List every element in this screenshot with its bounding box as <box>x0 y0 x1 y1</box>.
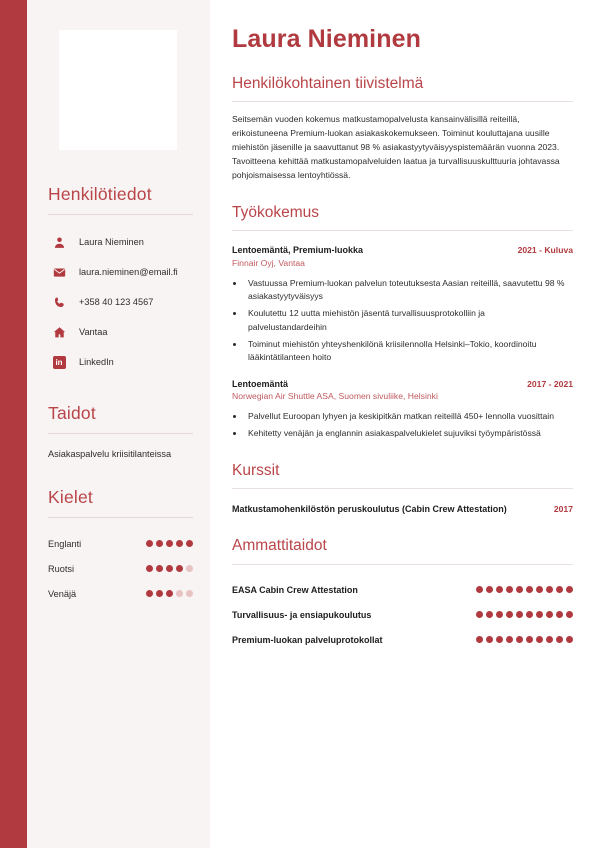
proskill-name: Turvallisuus- ja ensiapukoulutus <box>232 609 372 620</box>
experience-entry <box>232 245 573 364</box>
contact-email-text: laura.nieminen@email.fi <box>79 266 178 277</box>
course-title: Matkustamohenkilöstön peruskoulutus (Cabin Crew Attestation) <box>232 504 507 515</box>
experience-job-title: Lentoemäntä, Premium-luokka <box>232 245 364 256</box>
rating-dot <box>476 586 483 593</box>
rating-dot <box>506 586 513 593</box>
rating-dot <box>566 586 573 593</box>
contact-linkedin-text: LinkedIn <box>79 356 114 367</box>
section-proskills <box>232 537 573 652</box>
proskill-row <box>232 602 573 627</box>
divider <box>232 564 573 565</box>
rating-dot <box>156 590 163 597</box>
rating-dot <box>526 586 533 593</box>
heading-summary: Henkilökohtainen tiivistelmä <box>232 74 424 92</box>
divider <box>48 517 193 518</box>
experience-bullet-list <box>245 410 573 441</box>
proskill-row <box>232 577 573 602</box>
experience-organization: Finnair Oyj, Vantaa <box>232 257 305 268</box>
contact-row-location <box>48 318 196 347</box>
rating-dot <box>496 636 503 643</box>
proskill-name: EASA Cabin Crew Attestation <box>232 584 358 595</box>
contact-location-text: Vantaa <box>79 326 108 337</box>
course-entry-header <box>232 503 573 516</box>
rating-dot <box>176 540 183 547</box>
rating-dot <box>566 636 573 643</box>
section-experience <box>232 204 573 441</box>
rating-dot <box>546 611 553 618</box>
page-title: Laura Nieminen <box>232 25 421 53</box>
rating-dot <box>536 586 543 593</box>
contact-list <box>45 228 196 377</box>
main-content <box>210 0 600 848</box>
language-name: Englanti <box>48 538 82 549</box>
linkedin-icon: in <box>48 356 70 369</box>
person-icon <box>48 236 70 249</box>
language-row <box>48 531 196 556</box>
home-icon <box>48 326 70 339</box>
experience-date-range: 2017 - 2021 <box>527 378 573 389</box>
contact-row-phone[interactable] <box>48 288 196 317</box>
rating-dot <box>186 590 193 597</box>
sidebar-heading-personal: Henkilötiedot <box>48 184 152 204</box>
rating-dot <box>566 611 573 618</box>
sidebar-heading-skills: Taidot <box>48 403 96 423</box>
rating-dot <box>506 636 513 643</box>
rating-dot <box>486 586 493 593</box>
rating-dot <box>166 565 173 572</box>
sidebar <box>27 0 210 848</box>
proskill-rating <box>476 611 573 618</box>
rating-dot <box>556 611 563 618</box>
rating-dot <box>166 540 173 547</box>
profile-photo-placeholder <box>59 30 177 150</box>
rating-dot <box>556 636 563 643</box>
divider <box>48 433 193 434</box>
experience-bullet-list <box>245 277 573 365</box>
rating-dot <box>146 540 153 547</box>
rating-dot <box>186 540 193 547</box>
experience-entry <box>232 379 573 441</box>
sidebar-heading-languages: Kielet <box>48 487 93 508</box>
proskill-rating <box>476 586 573 593</box>
section-courses <box>232 462 573 517</box>
language-rating <box>146 590 196 597</box>
contact-phone-text: +358 40 123 4567 <box>79 296 154 307</box>
experience-bullet: • Palvellut Euroopan lyhyen ja keskipitkän matkan reiteillä 450+ lennolla vuosittain <box>245 410 565 423</box>
sidebar-skill-item: Asiakaspalvelu kriisitilanteissa <box>48 449 172 459</box>
rating-dot <box>496 586 503 593</box>
contact-name-text: Laura Nieminen <box>79 236 144 247</box>
proskill-list <box>232 577 573 652</box>
language-rating <box>146 540 196 547</box>
experience-list <box>232 245 573 441</box>
sidebar-section-personal <box>45 184 196 377</box>
experience-bullet: • Toiminut miehistön yhteyshenkilönä kriisilennolla Helsinki–Tokio, koordinoitu lääkintätilanteen hoito <box>245 338 565 365</box>
course-year: 2017 <box>553 504 573 515</box>
rating-dot <box>176 590 183 597</box>
rating-dot <box>486 636 493 643</box>
rating-dot <box>546 636 553 643</box>
experience-organization: Norwegian Air Shuttle ASA, Suomen sivuliike, Helsinki <box>232 391 438 402</box>
experience-entry-header <box>232 245 573 255</box>
divider <box>48 214 193 215</box>
rating-dot <box>536 611 543 618</box>
contact-row-name <box>48 228 196 257</box>
summary-text: Seitsemän vuoden kokemus matkustamopalvelusta kansainvälisillä reiteillä, erikoistuneena Premium-luokan asiakaskokemukseen. Toiminut kouluttajana uusille miehistön jäsenille ja saavuttanut 98 % asiakastyytyväisyyspistemäärän vuonna 2023. Tavoitteena kehittää matkustamopalveluiden laatua ja turvallisuuskulttuuria johtavassa pohjoismaisessa lentoyhtiössä. <box>232 114 560 180</box>
rating-dot <box>526 611 533 618</box>
rating-dot <box>146 590 153 597</box>
rating-dot <box>526 636 533 643</box>
sidebar-section-languages <box>45 487 196 606</box>
rating-dot <box>506 611 513 618</box>
experience-date-range: 2021 - Kuluva <box>517 245 573 256</box>
sidebar-section-skills <box>45 403 196 461</box>
rating-dot <box>486 611 493 618</box>
contact-row-linkedin[interactable] <box>48 348 196 377</box>
experience-job-title: Lentoemäntä <box>232 378 289 389</box>
contact-row-email[interactable] <box>48 258 196 287</box>
rating-dot <box>476 636 483 643</box>
rating-dot <box>156 565 163 572</box>
rating-dot <box>516 636 523 643</box>
phone-icon <box>48 296 70 309</box>
course-list <box>232 503 573 516</box>
divider <box>232 101 573 102</box>
experience-bullet: • Koulutettu 12 uutta miehistön jäsentä turvallisuusprotokolliin ja palvelustandardeihin <box>245 307 565 334</box>
language-list <box>45 531 196 606</box>
proskill-name: Premium-luokan palveluprotokollat <box>232 634 383 645</box>
rating-dot <box>476 611 483 618</box>
rating-dot <box>556 586 563 593</box>
experience-bullet: • Vastuussa Premium-luokan palvelun toteutuksesta Aasian reiteillä, saavutettu 98 % asiakastyytyväisyys <box>245 277 565 304</box>
rating-dot <box>516 611 523 618</box>
rating-dot <box>496 611 503 618</box>
rating-dot <box>536 636 543 643</box>
experience-entry-header <box>232 379 573 389</box>
rating-dot <box>516 586 523 593</box>
rating-dot <box>146 565 153 572</box>
left-accent-bar <box>0 0 27 848</box>
language-name: Ruotsi <box>48 563 75 574</box>
experience-bullet: • Kehitetty venäjän ja englannin asiakaspalvelukielet sujuviksi työympäristössä <box>245 427 565 440</box>
language-row <box>48 581 196 606</box>
language-name: Venäjä <box>48 588 77 599</box>
heading-courses: Kurssit <box>232 461 280 479</box>
heading-experience: Työkokemus <box>232 203 320 221</box>
section-summary <box>232 75 573 183</box>
proskill-row <box>232 627 573 652</box>
rating-dot <box>166 590 173 597</box>
divider <box>232 488 573 489</box>
rating-dot <box>186 565 193 572</box>
rating-dot <box>176 565 183 572</box>
language-rating <box>146 565 196 572</box>
proskill-rating <box>476 636 573 643</box>
envelope-icon <box>48 266 70 279</box>
heading-proskills: Ammattitaidot <box>232 537 327 555</box>
course-entry <box>232 503 573 516</box>
language-row <box>48 556 196 581</box>
rating-dot <box>546 586 553 593</box>
rating-dot <box>156 540 163 547</box>
divider <box>232 230 573 231</box>
